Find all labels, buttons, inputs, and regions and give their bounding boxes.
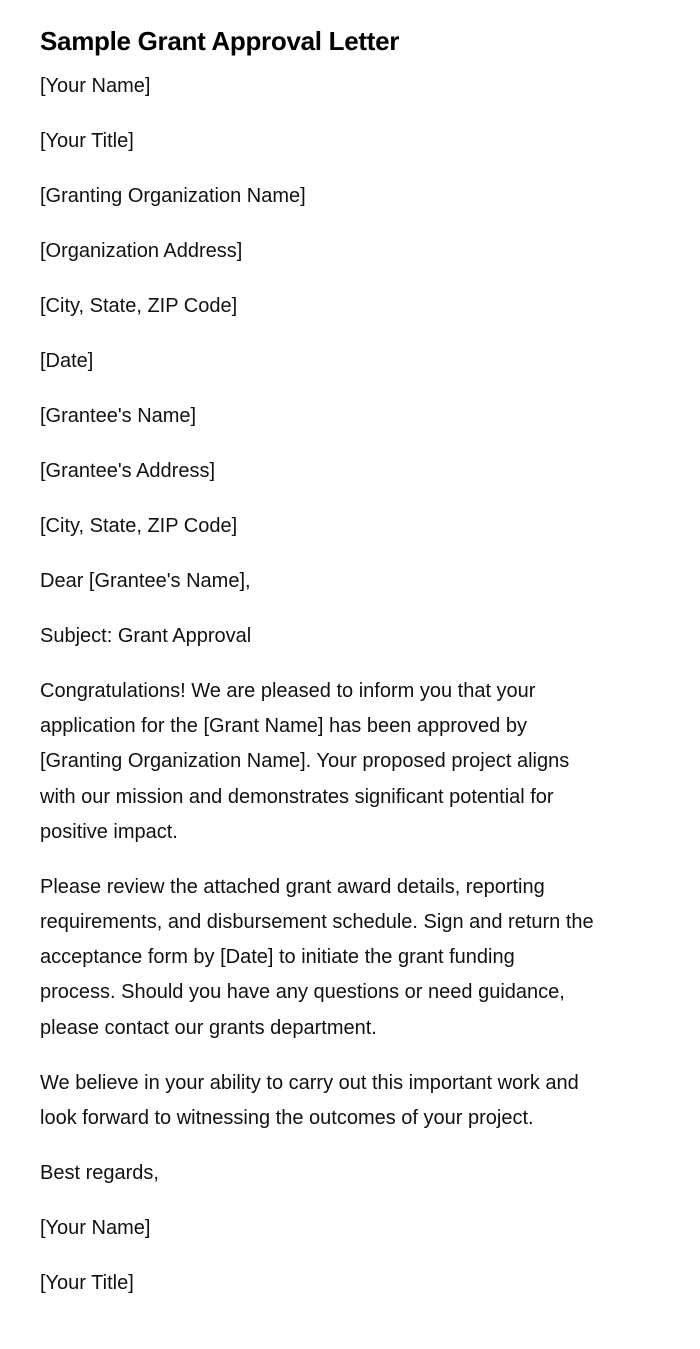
body-paragraph-2: [40, 870, 650, 1046]
body-paragraph-2-line: acceptance form by [Date] to initiate the grant funding: [40, 946, 515, 969]
body-paragraph-3: [40, 1066, 650, 1136]
subject-line: Subject: Grant Approval: [40, 625, 252, 647]
body-paragraph-1-line: with our mission and demonstrates significant potential for: [40, 785, 554, 808]
letter-date: [Date]: [40, 350, 94, 372]
document-title: Sample Grant Approval Letter: [40, 26, 400, 56]
closing: Best regards,: [40, 1161, 159, 1184]
sender-organization: [Granting Organization Name]: [40, 185, 306, 207]
signature-title: [Your Title]: [40, 1271, 134, 1294]
body-paragraph-3-line: We believe in your ability to carry out this important work and: [40, 1071, 579, 1094]
body-paragraph-2-line: please contact our grants department.: [40, 1016, 377, 1039]
recipient-name: [Grantee's Name]: [40, 405, 197, 427]
body-paragraph-1-line: positive impact.: [40, 820, 178, 843]
body-paragraph-2-line: process. Should you have any questions or need guidance,: [40, 981, 565, 1004]
recipient-city-state-zip: [City, State, ZIP Code]: [40, 515, 238, 537]
salutation: Dear [Grantee's Name],: [40, 570, 251, 592]
body-paragraph-1-line: application for the [Grant Name] has been approved by: [40, 715, 527, 738]
body-paragraph-1: [40, 674, 650, 850]
sender-name: [Your Name]: [40, 75, 151, 97]
recipient-address: [Grantee's Address]: [40, 460, 216, 482]
body-paragraph-3-line: look forward to witnessing the outcomes of your project.: [40, 1106, 534, 1129]
body-paragraph-2-line: Please review the attached grant award details, reporting: [40, 875, 545, 898]
body-paragraph-1-line: [Granting Organization Name]. Your proposed project aligns: [40, 750, 570, 773]
body-paragraph-1-line: Congratulations! We are pleased to inform you that your: [40, 680, 536, 702]
signature-name: [Your Name]: [40, 1216, 151, 1239]
body-paragraph-2-line: requirements, and disbursement schedule. Sign and return the: [40, 911, 594, 934]
sender-address: [Organization Address]: [40, 240, 243, 262]
sender-title: [Your Title]: [40, 130, 134, 152]
sender-city-state-zip: [City, State, ZIP Code]: [40, 295, 238, 317]
